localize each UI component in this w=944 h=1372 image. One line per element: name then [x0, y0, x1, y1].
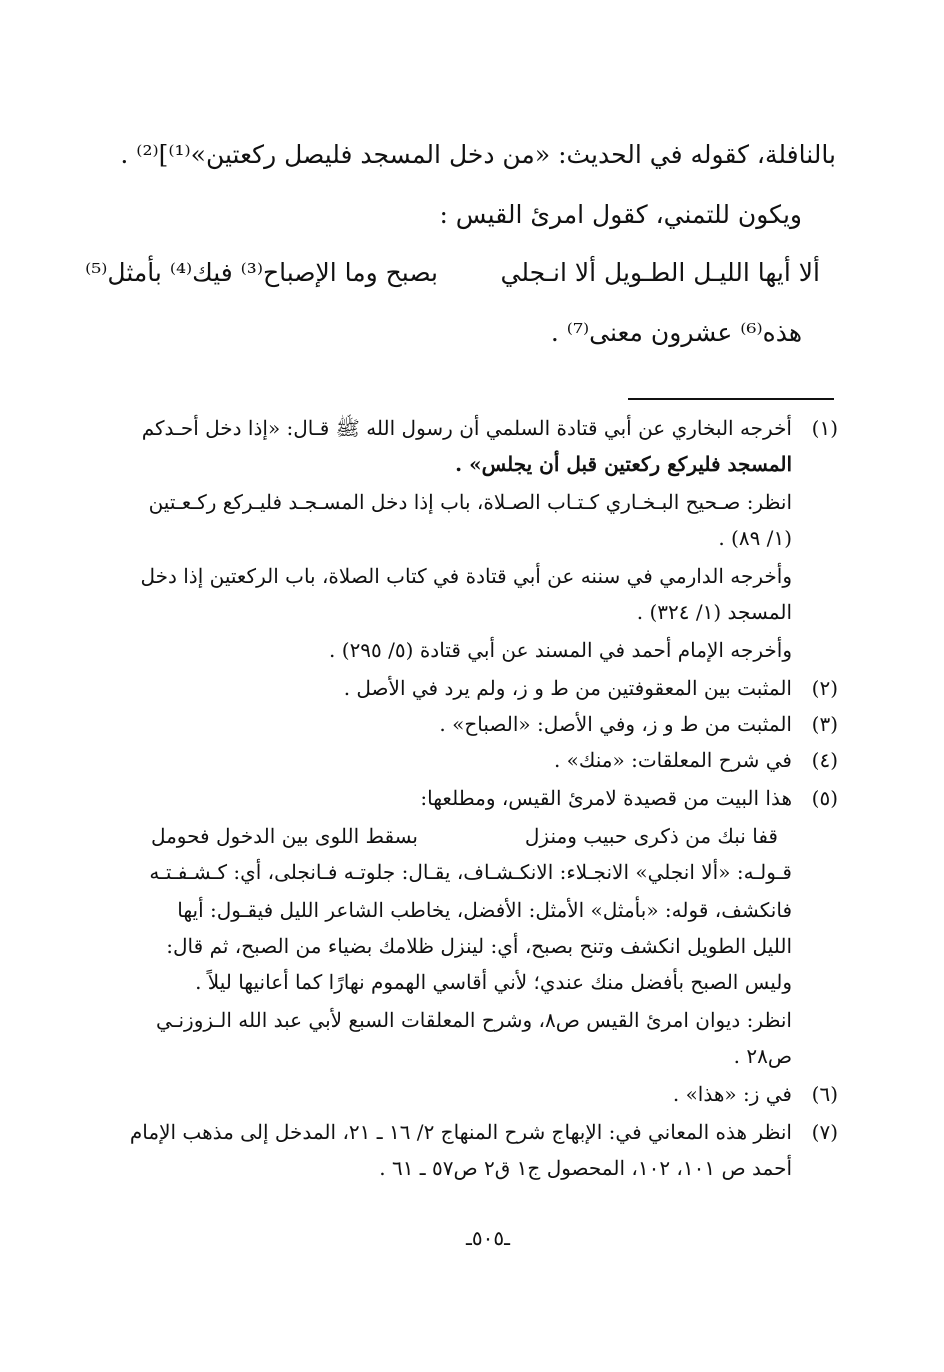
footnote-number-7: (٧): [811, 1120, 838, 1144]
footnote-4-text: في شرح المعلقات: «منك» .: [553, 748, 792, 772]
footnote-1-line-a: أخرجه البخاري عن أبي قتادة السلمي أن رسول الله ﷺ قـال: «إذا دخل أحـدكم: [141, 416, 792, 440]
footnote-5-verse-1: قفا نبك من ذكرى حبيب ومنزل: [524, 824, 778, 848]
footnote-7-line-a: انظر هذه المعاني في: الإبهاج شرح المنهاج ٢/ ١٦ ـ ٢١، المدخل إلى مذهب الإمام: [129, 1120, 792, 1144]
footnote-2-text: المثبت بين المعقوفتين من ط و ز، ولم يرد في الأصل .: [343, 676, 792, 700]
footnote-1-line-e: وأخرجه الدارمي في سننه عن أبي قتادة في كتاب الصلاة، باب الركعتين إذا دخل: [140, 564, 792, 588]
footnote-number-2: (٢): [811, 676, 838, 700]
footnote-1-line-c: انظر: صـحيح البـخـاري كـتـاب الصـلاة، باب إذا دخل المسـجـد فليـركع ركـعـتين: [148, 490, 792, 514]
footnote-5-line-d: فانكشف، قوله: «بأمثل» الأمثل: الأفضل، يخاطب الشاعر الليل فيقـول: أيها: [177, 898, 792, 922]
footnote-number-4: (٤): [811, 748, 838, 772]
footnote-separator: [628, 398, 834, 400]
footnote-number-6: (٦): [811, 1082, 838, 1106]
body-line-2: ويكون للتمني، كقول امرئ القيس :: [439, 200, 802, 229]
footnote-5-line-a: هذا البيت من قصيدة لامرئ القيس، ومطلعها:: [420, 786, 792, 810]
body-line-4: هذه⁽⁶⁾ عشرون معنى⁽⁷⁾ .: [550, 318, 802, 347]
footnote-7-line-b: أحمد ص ١٠١، ١٠٢، المحصول ج١ ق٢ ص٥٧ ـ ٦١ .: [379, 1156, 792, 1180]
footnote-1-line-d: (١/ ٨٩) .: [718, 526, 792, 550]
footnote-1-line-g: وأخرجه الإمام أحمد في المسند عن أبي قتادة (٥/ ٢٩٥) .: [329, 638, 792, 662]
footnote-5-line-e: الليل الطويل انكشف وتنح بصبح، أي: لينزل ظلامك بضياء من الصبح، ثم قال:: [166, 934, 792, 958]
footnote-1-line-b: المسجد فليركع ركعتين قبل أن يجلس» .: [455, 452, 792, 476]
footnote-5-line-h: ص٢٨ .: [733, 1044, 792, 1068]
footnote-number-1: (١): [811, 416, 838, 440]
footnote-3-text: المثبت من ط و ز، وفي الأصل: «الصباح» .: [439, 712, 792, 736]
footnote-5-line-f: وليس الصبح بأفضل منك عندي؛ لأني أقاسي الهموم نهارًا كما أعانيها ليلاً .: [195, 970, 792, 994]
verse-hemistich-2: بصبح وما الإصباح⁽³⁾ فيك⁽⁴⁾ بأمثل⁽⁵⁾: [85, 258, 438, 287]
footnote-5-verse-2: بسقط اللوى بين الدخول فحومل: [150, 824, 418, 848]
footnote-6-text: في ز: «هذا» .: [672, 1082, 792, 1106]
footnote-1-line-f: المسجد (١/ ٣٢٤) .: [636, 600, 792, 624]
verse-hemistich-1: ألا أيها الليـل الطـويل ألا انـجلي: [500, 258, 820, 287]
footnote-number-3: (٣): [811, 712, 838, 736]
body-line-1: [120, 140, 836, 169]
footnote-5-line-g: انظر: ديوان امرئ القيس ص٨، وشرح المعلقات السبع لأبي عبد الله الـزوزنـي: [155, 1008, 792, 1032]
footnote-number-5: (٥): [811, 786, 838, 810]
footnote-5-line-c: قـولـه: «ألا انجلي» الانجـلاء: الانكـشـاف، يقـال: جلوتـه فـانجلى، أي: كـشـفـتـه: [149, 860, 792, 884]
page-number: ـ٥٠٥ـ: [466, 1226, 510, 1250]
body-line-1-text: بالنافلة، كقوله في الحديث: «من دخل المسجد فليصل ركعتين»⁽¹⁾]⁽²⁾ .: [120, 140, 836, 169]
